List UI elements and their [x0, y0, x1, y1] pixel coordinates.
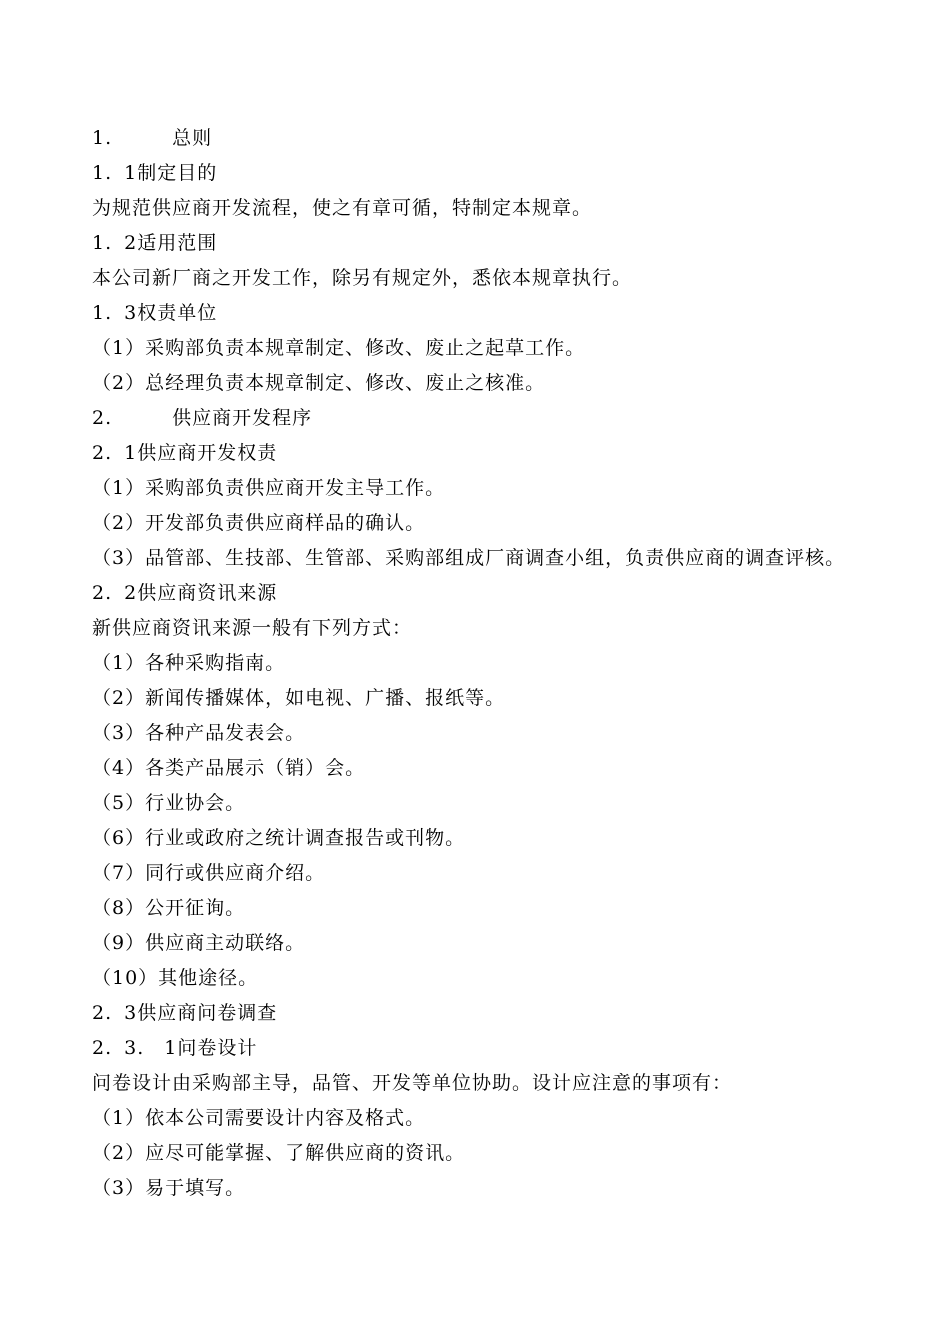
section-number: 1.: [92, 232, 113, 254]
paragraph-line: （5）行业协会。: [92, 792, 246, 814]
paragraph-line: （9）供应商主动联络。: [92, 932, 306, 954]
paragraph-line: （3）各种产品发表会。: [92, 722, 306, 744]
section-number: 2.: [92, 582, 113, 604]
section-title: 3. 1问卷设计: [124, 1037, 258, 1059]
paragraph-line: （10）其他途径。: [92, 967, 259, 989]
section-title: 1供应商开发权责: [124, 442, 278, 464]
section-heading: [92, 996, 872, 1031]
section-heading: [92, 156, 872, 191]
paragraph-line: （1）采购部负责本规章制定、修改、废止之起草工作。: [92, 337, 586, 359]
paragraph-line: （3）易于填写。: [92, 1177, 246, 1199]
list-item: （3）品管部、生技部、生管部、采购部组成厂商调查小组，负责供应商的调查评核。: [92, 547, 846, 569]
section-number: 1.: [92, 127, 113, 149]
section-number: 2.: [92, 1002, 113, 1024]
section-heading: [92, 401, 872, 436]
section-title: 2适用范围: [124, 232, 218, 254]
paragraph-line: 问卷设计由采购部主导，品管、开发等单位协助。设计应注意的事项有：: [92, 1072, 733, 1094]
paragraph-line: 新供应商资讯来源一般有下列方式：: [92, 617, 413, 639]
section-title: 供应商开发程序: [172, 407, 313, 429]
section-number: 1.: [92, 162, 113, 184]
paragraph-line: 本公司新厂商之开发工作，除另有规定外，悉依本规章执行。: [92, 267, 633, 289]
section-heading: [92, 1031, 872, 1066]
section-title: 1制定目的: [124, 162, 218, 184]
paragraph-line: （1）依本公司需要设计内容及格式。: [92, 1107, 426, 1129]
paragraph-line: （2）应尽可能掌握、了解供应商的资讯。: [92, 1142, 466, 1164]
paragraph-line: （2）新闻传播媒体，如电视、广播、报纸等。: [92, 687, 506, 709]
paragraph-line: （6）行业或政府之统计调查报告或刊物。: [92, 827, 466, 849]
paragraph-line: （7）同行或供应商介绍。: [92, 862, 326, 884]
section-number: 2.: [92, 442, 113, 464]
paragraph-line: （2）开发部负责供应商样品的确认。: [92, 512, 426, 534]
section-title: 总则: [172, 127, 213, 149]
section-heading: [92, 121, 872, 156]
paragraph-line: （1）采购部负责供应商开发主导工作。: [92, 477, 446, 499]
section-number: 2.: [92, 1037, 113, 1059]
paragraph-line: （4）各类产品展示（销）会。: [92, 757, 366, 779]
section-heading: [92, 226, 872, 261]
document-body: [92, 121, 872, 1206]
paragraph-line: 为规范供应商开发流程，使之有章可循，特制定本规章。: [92, 197, 593, 219]
section-heading: [92, 576, 872, 611]
paragraph-line: （2）总经理负责本规章制定、修改、废止之核准。: [92, 372, 546, 394]
section-heading: [92, 296, 872, 331]
section-number: 1.: [92, 302, 113, 324]
paragraph-line: （8）公开征询。: [92, 897, 246, 919]
paragraph-line: （1）各种采购指南。: [92, 652, 286, 674]
section-number: 2.: [92, 407, 113, 429]
section-heading: [92, 436, 872, 471]
section-title: 2供应商资讯来源: [124, 582, 278, 604]
section-title: 3权责单位: [124, 302, 218, 324]
section-title: 3供应商问卷调查: [124, 1002, 278, 1024]
